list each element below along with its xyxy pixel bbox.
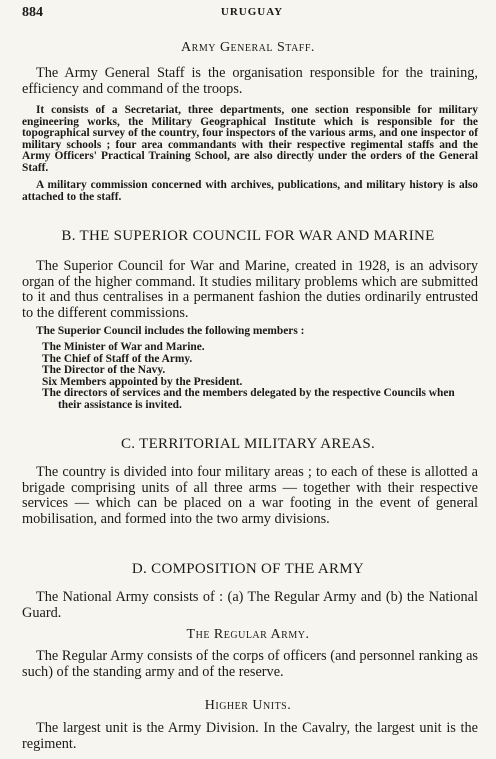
list-item: The Director of the Navy.: [42, 364, 166, 377]
running-head: URUGUAY: [220, 6, 284, 18]
paragraph-superior-council-intro: The Superior Council for War and Marine, created in 1928, is an advisory organ of the higher command. It studies military problems which are submitted to it and thus centralises in a permanent fashion the duties ordinarily entrusted to the different commissions.: [22, 258, 478, 321]
paragraph-composition: The National Army consists of : (a) The Regular Army and (b) the National Guard.: [22, 589, 478, 621]
heading-composition: D. COMPOSITION OF THE ARMY: [131, 561, 365, 577]
list-item: The directors of services and the members delegated by the respective Councils when their assistance is invited.: [42, 387, 455, 411]
page-header: [22, 5, 482, 25]
paragraph-regular-army: The Regular Army consists of the corps of officers (and personnel ranking as such) of the standing army and of the reserve.: [22, 648, 478, 680]
heading-army-general-staff: Army General Staff.: [181, 40, 315, 55]
heading-territorial-areas: C. TERRITORIAL MILITARY AREAS.: [120, 436, 376, 452]
heading-superior-council: B. THE SUPERIOR COUNCIL FOR WAR AND MARINE: [61, 228, 435, 244]
paragraph-general-staff-intro: The Army General Staff is the organisation responsible for the training, efficiency and command of the troops.: [22, 65, 478, 97]
paragraph-general-staff-commission: A military commission concerned with archives, publications, and military history is also attached to the staff.: [22, 179, 478, 203]
heading-regular-army: The Regular Army.: [186, 627, 310, 642]
list-item: The Minister of War and Marine.: [42, 341, 205, 353]
heading-higher-units: Higher Units.: [204, 698, 292, 713]
paragraph-general-staff-detail: It consists of a Secretariat, three departments, one section responsible for military engineering works, the Military Geographical Institute which is responsible for the topographical survey of the country, four inspectors of the various arms, and one inspector of military schools ; four area commandants with their respective regimental staffs and the Army Officers' Practical Training School, are also directly under the orders of the General Staff.: [22, 104, 478, 174]
paragraph-territorial-areas: The country is divided into four military areas ; to each of these is allotted a brigade comprising units of all three arms — together with their respective services — which can be placed on a war footing in the event of general mobilisation, and formed into the two army divisions.: [22, 464, 478, 527]
council-members-list: [42, 342, 478, 412]
paragraph-higher-units: The largest unit is the Army Division. In the Cavalry, the largest unit is the regiment.: [22, 720, 478, 752]
paragraph-council-members-intro: The Superior Council includes the following members :: [36, 325, 305, 337]
page-number: 884: [22, 5, 43, 20]
list-item: The Chief of Staff of the Army.: [42, 352, 193, 365]
list-item: Six Members appointed by the President.: [42, 375, 243, 388]
